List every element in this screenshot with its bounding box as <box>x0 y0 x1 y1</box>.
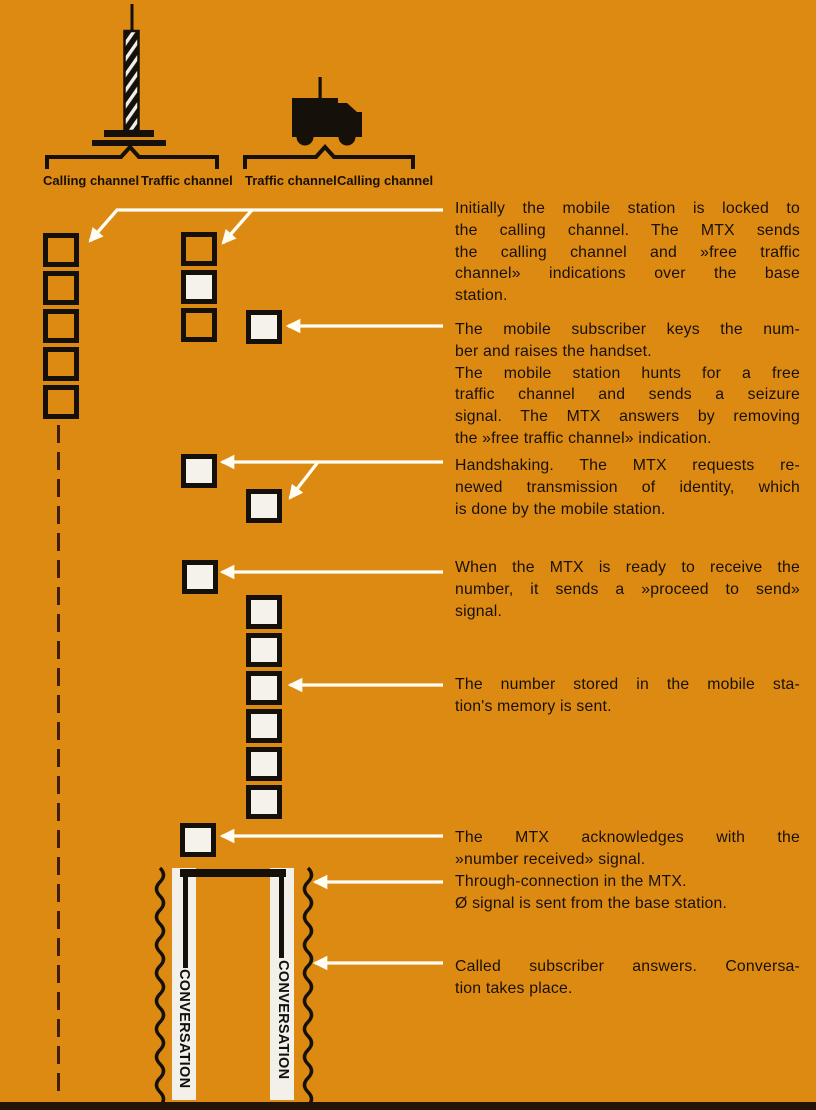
step-text-2 <box>455 319 800 450</box>
step-text-7 <box>455 871 800 915</box>
callout-step1-line <box>90 210 443 241</box>
signal-square-filled <box>246 489 282 523</box>
step-text-line: channel» indications over the base <box>455 265 800 283</box>
step-text-line: »number received» signal. <box>455 850 646 868</box>
conversation-line-left <box>183 869 188 968</box>
step-text-line: Ø signal is sent from the base station. <box>455 894 728 912</box>
signal-square-filled <box>246 633 282 667</box>
step-text-line: signal. The MTX answers by removing <box>455 408 800 426</box>
signal-square-open <box>43 233 79 267</box>
truck-icon <box>292 77 362 146</box>
signal-square-filled <box>246 747 282 781</box>
signal-square-filled <box>181 270 217 304</box>
step-text-line: The mobile subscriber keys the num- <box>455 321 800 338</box>
step-text-line: traffic channel and sends a seizure <box>455 386 800 404</box>
step-text-line: Initially the mobile station is locked to <box>455 200 800 217</box>
step-text-line: Handshaking. The MTX requests re- <box>455 457 800 474</box>
label-mobile-traffic-channel: Traffic channel <box>245 173 337 188</box>
label-base-traffic-channel: Traffic channel <box>141 173 233 188</box>
signal-square-open <box>43 385 79 419</box>
step-text-line: signal. <box>455 602 503 620</box>
step-text-8 <box>455 956 800 1000</box>
step-text-6 <box>455 827 800 871</box>
conversation-label-left: CONVERSATION <box>176 969 192 1089</box>
step-text-line: When the MTX is ready to receive the <box>455 559 800 576</box>
step-text-4 <box>455 557 800 622</box>
step-text-3 <box>455 455 800 520</box>
step-text-line: ber and raises the handset. <box>455 342 652 360</box>
signal-square-filled <box>246 310 282 344</box>
step-text-line: newed transmission of identity, which <box>455 478 800 496</box>
step-text-line: The number stored in the mobile sta- <box>455 676 800 693</box>
mobile-station-bracket <box>245 147 413 169</box>
left-wavy-line <box>157 868 164 1106</box>
step-text-line: the calling channel. The MTX sends <box>455 221 800 239</box>
step-text-line: The mobile station hunts for a free <box>455 364 800 382</box>
step-text-line: the »free traffic channel» indication. <box>455 429 712 447</box>
step-text-line: Called subscriber answers. Conversa- <box>455 958 800 975</box>
callout-step1-branch <box>223 210 252 243</box>
signal-square-filled <box>180 823 216 857</box>
page-bottom-edge <box>0 1102 816 1110</box>
signal-square-filled <box>182 560 218 594</box>
conversation-line-right <box>279 869 284 958</box>
signal-square-open <box>43 271 79 305</box>
signal-square-open <box>181 308 217 342</box>
signal-square-open <box>43 309 79 343</box>
radio-tower-icon <box>92 4 166 146</box>
step-text-line: tion's memory is sent. <box>455 697 612 715</box>
signal-square-filled <box>181 454 217 488</box>
step-text-line: station. <box>455 287 508 305</box>
step-text-line: tion takes place. <box>455 979 573 997</box>
base-station-bracket <box>47 147 217 169</box>
step-text-5 <box>455 674 800 718</box>
step-text-line: the calling channel and »free traffic <box>455 243 800 261</box>
step-text-line: number, it sends a »proceed to send» <box>455 580 800 598</box>
signal-square-filled <box>246 671 282 705</box>
step-text-line: Through-connection in the MTX. <box>455 873 687 890</box>
label-base-calling-channel: Calling channel <box>43 173 140 188</box>
label-mobile-calling-channel: Calling channel <box>337 173 434 188</box>
signal-square-filled <box>246 709 282 743</box>
step-text-line: is done by the mobile station. <box>455 500 666 518</box>
callout-step3-branch <box>290 462 318 498</box>
step-text-1 <box>455 198 800 307</box>
signal-square-filled <box>246 595 282 629</box>
conversation-label-right: CONVERSATION <box>274 960 291 1080</box>
step-text-line: The MTX acknowledges with the <box>455 829 800 846</box>
through-connection-bar <box>180 869 286 877</box>
signal-square-open <box>43 347 79 381</box>
right-wavy-line <box>305 868 312 1106</box>
signal-square-filled <box>246 785 282 819</box>
signal-square-open <box>181 232 217 266</box>
